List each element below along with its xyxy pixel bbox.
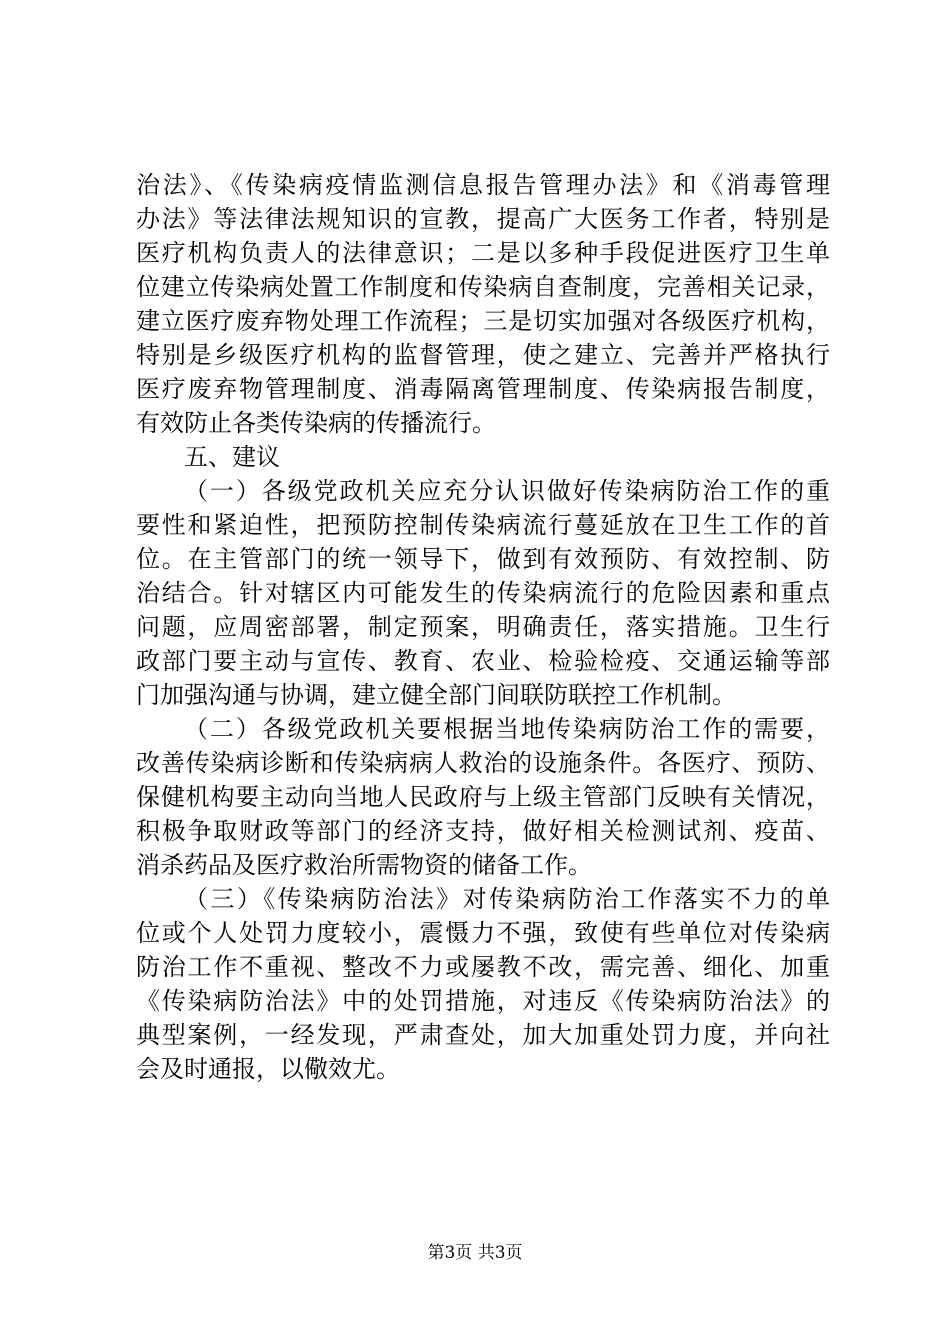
text-line: 位。在主管部门的统一领导下，做到有效预防、有效控制、防: [136, 545, 830, 573]
recommendation-item-2: [136, 712, 830, 882]
text-line: 改善传染病诊断和传染病病人救治的设施条件。各医疗、预防、: [136, 749, 830, 777]
recommendation-item-1: [136, 474, 830, 712]
section-heading: [136, 440, 830, 474]
page-number-footer: 第3页 共3页: [427, 1243, 523, 1263]
text-line: 政部门要主动与宣传、教育、农业、检验检疫、交通运输等部: [136, 647, 830, 675]
text-line: 《传染病防治法》中的处罚措施，对违反《传染病防治法》的: [136, 987, 830, 1015]
text-line: 防治工作不重视、整改不力或屡教不改，需完善、细化、加重: [136, 953, 830, 981]
text-line: 保健机构要主动向当地人民政府与上级主管部门反映有关情况，: [136, 783, 830, 811]
text-line: 典型案例，一经发现，严肃查处，加大加重处罚力度，并向社: [136, 1021, 830, 1049]
text-line: 有效防止各类传染病的传播流行。: [136, 409, 496, 437]
document-body: [136, 168, 830, 1086]
text-line: 位或个人处罚力度较小，震慑力不强，致使有些单位对传染病: [136, 919, 830, 947]
text-line: 要性和紧迫性，把预防控制传染病流行蔓延放在卫生工作的首: [136, 511, 830, 539]
text-line: （一）各级党政机关应充分认识做好传染病防治工作的重: [184, 477, 830, 505]
text-line: 会及时通报，以儆效尤。: [136, 1055, 400, 1083]
text-line: 医疗机构负责人的法律意识；二是以多种手段促进医疗卫生单: [136, 239, 830, 267]
text-line: 消杀药品及医疗救治所需物资的储备工作。: [136, 851, 592, 879]
text-line: 建立医疗废弃物处理工作流程；三是切实加强对各级医疗机构，: [136, 307, 830, 335]
recommendation-item-3: [136, 882, 830, 1086]
text-line: 治法》、《传染病疫情监测信息报告管理办法》和《消毒管理: [136, 171, 830, 199]
text-line: 医疗废弃物管理制度、消毒隔离管理制度、传染病报告制度，: [136, 375, 830, 403]
text-line: 办法》等法律法规知识的宣教，提高广大医务工作者，特别是: [136, 205, 830, 233]
text-line: （三）《传染病防治法》对传染病防治工作落实不力的单: [184, 885, 830, 913]
text-line: 问题，应周密部署，制定预案，明确责任，落实措施。卫生行: [136, 613, 830, 641]
text-line: 积极争取财政等部门的经济支持，做好相关检测试剂、疫苗、: [136, 817, 830, 845]
text-line: 位建立传染病处置工作制度和传染病自查制度，完善相关记录，: [136, 273, 830, 301]
text-line: 治结合。针对辖区内可能发生的传染病流行的危险因素和重点: [136, 579, 830, 607]
section-heading-text: 五、建议: [184, 443, 280, 471]
text-line: （二）各级党政机关要根据当地传染病防治工作的需要，: [184, 715, 830, 743]
paragraph-continuation: [136, 168, 830, 440]
text-line: 门加强沟通与协调，建立健全部门间联防联控工作机制。: [136, 681, 736, 709]
text-line: 特别是乡级医疗机构的监督管理，使之建立、完善并严格执行: [136, 341, 830, 369]
